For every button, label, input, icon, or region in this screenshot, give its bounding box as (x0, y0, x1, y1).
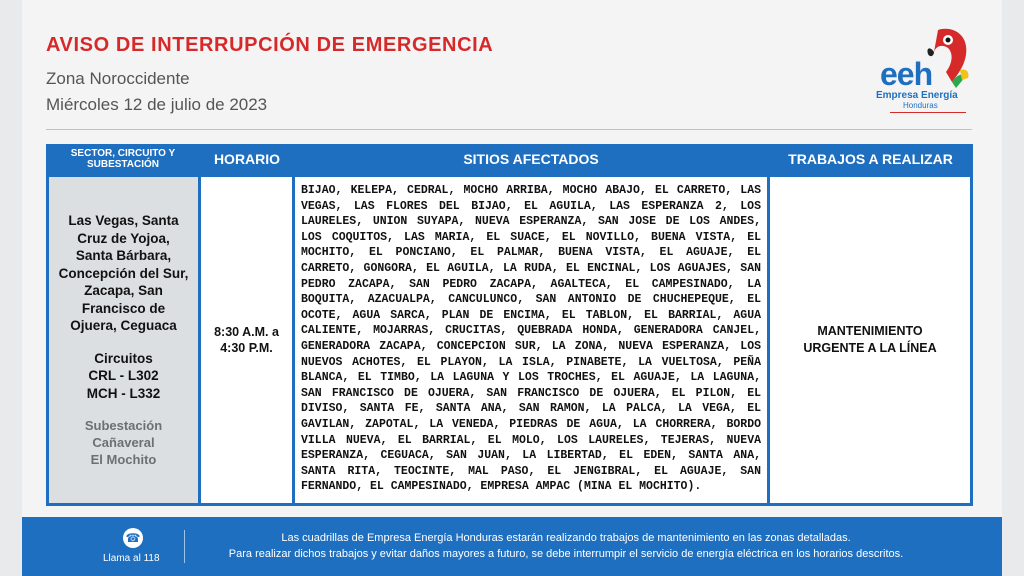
circuits-label: Circuitos (94, 350, 153, 366)
circuit-2: MCH - L332 (86, 385, 161, 401)
outage-table (46, 144, 973, 506)
sector-locations: Las Vegas, Santa Cruz de Yojoa, Santa Bárbara, Concepción del Sur, Zacapa, San Francisco de Ojuera, Ceguaca (58, 213, 189, 334)
table-header (46, 144, 973, 174)
table-row (46, 174, 973, 506)
substation-label: Subestación (84, 417, 163, 433)
header-divider (46, 129, 972, 130)
header-horario: HORARIO (213, 151, 281, 167)
footer-divider (184, 530, 185, 563)
notice-title: AVISO DE INTERRUPCIÓN DE EMERGENCIA (46, 34, 494, 56)
phone-icon[interactable]: ☎ (123, 528, 143, 548)
zone-label: Zona Noroccidente (46, 69, 190, 88)
footer-bar (22, 517, 1002, 576)
circuit-1: CRL - L302 (88, 367, 159, 383)
substation-2: El Mochito (90, 451, 157, 467)
sector-cell (49, 177, 198, 503)
sitios-value: BIJAO, KELEPA, CEDRAL, MOCHO ARRIBA, MOCHO ABAJO, EL CARRETO, LAS VEGAS, LAS FLORES DEL BIJAO, EL AGUILA, LAS ESPERANZA 2, LOS LAURELES, UNION SUYAPA, NUEVA ESPERANZA, SAN JOSE DE LOS ANDES, LOS COQUITOS, LAS MARIA, EL SUACE, EL NOVILLO, BUENA VISTA, EL MOCHITO, EL PONCIANO, EL PALMAR, BUENA VISTA, EL AGUAJE, EL CARRETO, GONGORA, EL AGUILA, LA RUDA, EL ENCINAL, LOS AGUAJES, SAN PEDRO ZACAPA, SAN PEDRO ZACAPA, AGALTECA, EL CAMPESINADO, LA BOQUITA, AZACUALPA, CANCULUNCO, SAN ANTONIO DE CHUCHEPEQUE, EL OCOTE, AGUA SARCA, PLAN DE ENCIMA, EL TABLON, EL BARRIAL, AGUA CALIENTE, MOJARRAS, CRUCITAS, QUEBRADA HONDA, GENERADORA CANJEL, GENERADORA ZACAPA, CONCEPCION SUR, LA ZONA, NUEVA ESPERANZA, LOS NUEVOS ACHOTES, EL PLAYON, LA ISLA, PINABETE, LA VUELTOSA, PEÑA BLANCA, EL TIMBO, LA LAGUNA Y LOS TROCHES, EL AGUAJE, LA LAGUNA, SAN FRANCISCO DE OJUERA, SAN FRANCISCO DE OJUERA, EL PILON, EL DIVISO, SANTA FE, SANTA ANA, SAN RAMON, LA PALCA, LA VEGA, EL GAVILAN, ZAPOTAL, LA VENEDA, PIEDRAS DE AGUA, LA CHORRERA, BORDO VILLA NUEVA, EL BARRIAL, EL MOLO, LOS LAURELES, TEJERAS, NUEVA ESPERANZA, CEGUACA, SAN JUAN, LA LIBERTAD, EL EDEN, SANTA ANA, SANTA RITA, TEOCINTE, MAL PASO, EL JENGIBRAL, EL AGUAJE, SAN FERNANDO, EL CAMPESINADO, EMPRESA AMPAC (MINA EL MOCHITO). (301, 184, 761, 494)
header-trabajos: TRABAJOS A REALIZAR (788, 151, 953, 167)
logo-wordmark: eeh (880, 56, 933, 92)
header-sitios: SITIOS AFECTADOS (463, 151, 599, 167)
date-label: Miércoles 12 de julio de 2023 (46, 95, 268, 114)
footer-line-1: Las cuadrillas de Empresa Energía Honduras estarán realizando trabajos de mantenimiento en las zonas detalladas. (281, 532, 851, 544)
logo-underline (890, 112, 966, 113)
horario-value: 8:30 A.M. a 4:30 P.M. (214, 325, 279, 355)
header-sector: SECTOR, CIRCUITO Y SUBESTACIÓN (70, 148, 176, 170)
trabajos-cell (770, 177, 970, 503)
call-label: Llama al 118 (103, 553, 160, 564)
logo-country: Honduras (903, 101, 938, 110)
trabajos-value: MANTENIMIENTO URGENTE A LA LÍNEA (803, 324, 937, 355)
sitios-cell (295, 177, 767, 503)
horario-cell (201, 177, 292, 503)
substation-1: Cañaveral (92, 434, 155, 450)
logo-company-name: Empresa Energía (876, 90, 958, 101)
footer-line-2: Para realizar dichos trabajos y evitar daños mayores a futuro, se debe interrumpir el servicio de energía eléctrica en los horarios descritos. (228, 548, 904, 560)
